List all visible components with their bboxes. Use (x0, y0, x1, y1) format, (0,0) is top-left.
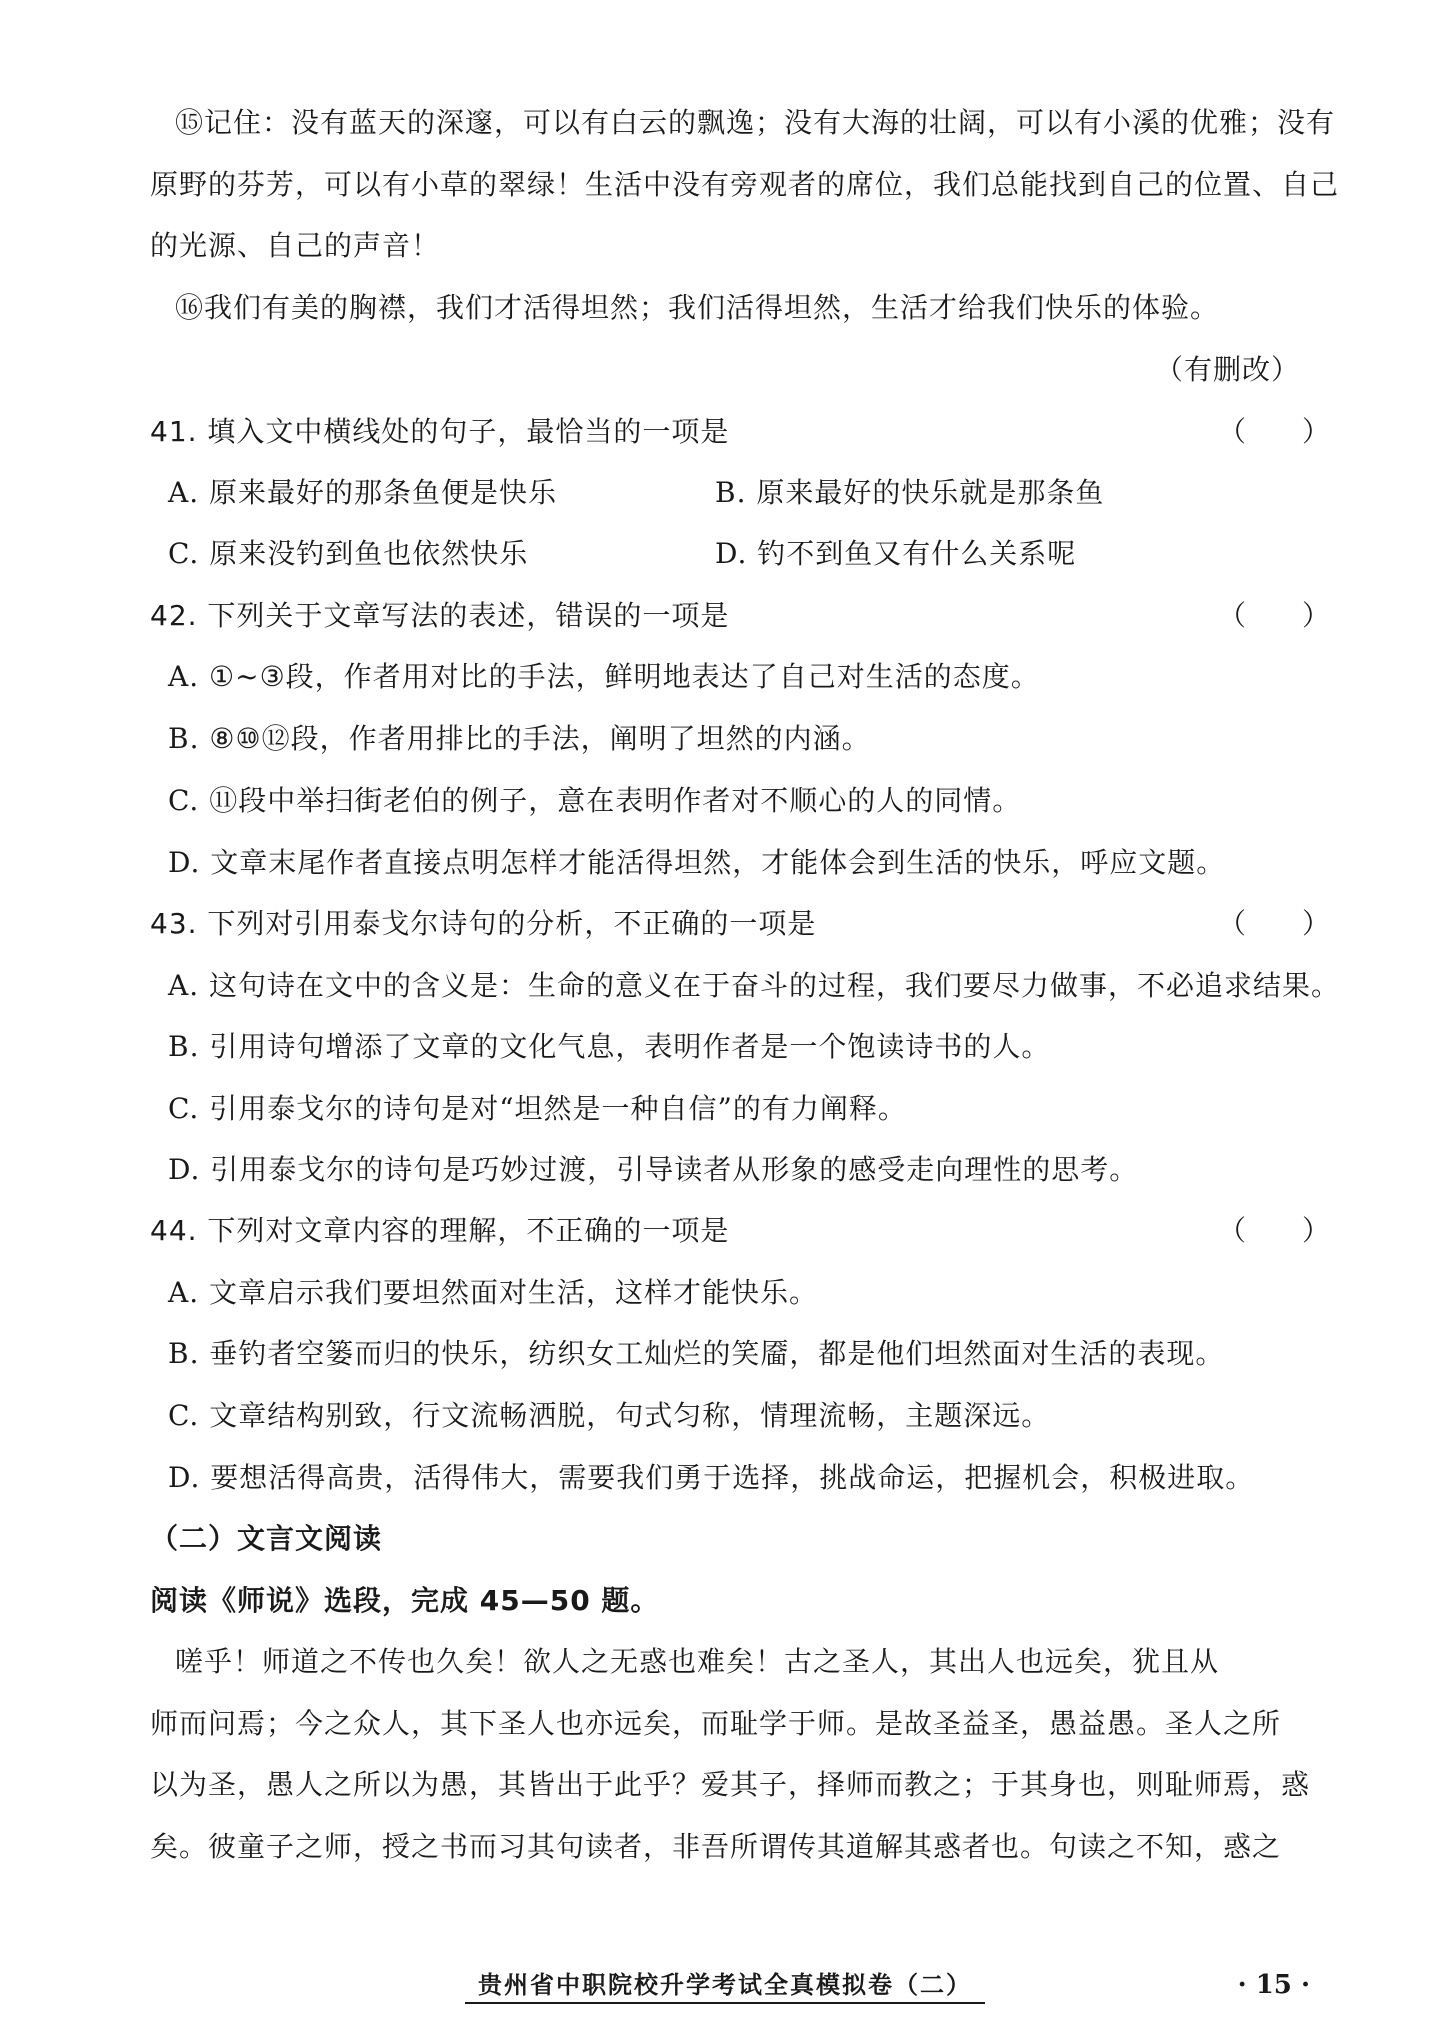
option-44-a[interactable]: A. 文章启示我们要坦然面对生活，这样才能快乐。 (168, 1276, 819, 1309)
classical-text-line: 以为圣，愚人之所以为愚，其皆出于此乎？爱其子，择师而教之；于其身也，则耻师焉，惑 (150, 1768, 1311, 1801)
option-43-b[interactable]: B. 引用诗句增添了文章的文化气息，表明作者是一个饱读诗书的人。 (168, 1030, 1051, 1063)
option-44-d[interactable]: D. 要想活得高贵，活得伟大，需要我们勇于选择，挑战命运，把握机会，积极进取。 (168, 1461, 1255, 1494)
classical-text-line: 矣。彼童子之师，授之书而习其句读者，非吾所谓传其道解其惑者也。句读之不知，惑之 (150, 1830, 1282, 1863)
question-43-stem: 43. 下列对引用泰戈尔诗句的分析，不正确的一项是 (150, 907, 817, 940)
section-instruction: 阅读《师说》选段，完成 45—50 题。 (150, 1584, 660, 1617)
option-43-d[interactable]: D. 引用泰戈尔的诗句是巧妙过渡，引导读者从形象的感受走向理性的思考。 (168, 1153, 1139, 1186)
answer-blank-44[interactable]: （ ） (1217, 1214, 1330, 1247)
option-44-c[interactable]: C. 文章结构别致，行文流畅洒脱，句式匀称，情理流畅，主题深远。 (168, 1399, 1051, 1432)
answer-blank-41[interactable]: （ ） (1217, 415, 1330, 448)
option-42-a[interactable]: A. ①~③段，作者用对比的手法，鲜明地表达了自己对生活的态度。 (168, 660, 1040, 693)
option-43-c[interactable]: C. 引用泰戈尔的诗句是对“坦然是一种自信”的有力阐释。 (168, 1092, 907, 1125)
passage-line: 原野的芬芳，可以有小草的翠绿！生活中没有旁观者的席位，我们总能找到自己的位置、自己 (150, 168, 1340, 201)
option-41-c[interactable]: C. 原来没钓到鱼也依然快乐 (168, 537, 529, 570)
option-42-d[interactable]: D. 文章末尾作者直接点明怎样才能活得坦然，才能体会到生活的快乐，呼应文题。 (168, 846, 1226, 879)
passage-line: 的光源、自己的声音！ (150, 229, 441, 262)
option-41-d[interactable]: D. 钓不到鱼又有什么关系呢 (715, 537, 1077, 570)
question-41-stem: 41. 填入文中横线处的句子，最恰当的一项是 (150, 415, 730, 448)
passage-line: ⑮记住：没有蓝天的深邃，可以有白云的飘逸；没有大海的壮阔，可以有小溪的优雅；没有 (175, 106, 1336, 139)
question-42-stem: 42. 下列关于文章写法的表述，错误的一项是 (150, 599, 730, 632)
option-41-b[interactable]: B. 原来最好的快乐就是那条鱼 (715, 476, 1105, 509)
classical-text-line: 嗟乎！师道之不传也久矣！欲人之无惑也难矣！古之圣人，其出人也远矣，犹且从 (175, 1645, 1220, 1678)
question-44-stem: 44. 下列对文章内容的理解，不正确的一项是 (150, 1214, 730, 1247)
answer-blank-43[interactable]: （ ） (1217, 907, 1330, 940)
option-43-a[interactable]: A. 这句诗在文中的含义是：生命的意义在于奋斗的过程，我们要尽力做事，不必追求结果。 (168, 969, 1341, 1002)
option-42-c[interactable]: C. ⑪段中举扫街老伯的例子，意在表明作者对不顺心的人的同情。 (168, 784, 1022, 817)
option-44-b[interactable]: B. 垂钓者空篓而归的快乐，纺织女工灿烂的笑靥，都是他们坦然面对生活的表现。 (168, 1337, 1225, 1370)
source-note: （有删改） (1154, 353, 1300, 386)
answer-blank-42[interactable]: （ ） (1217, 599, 1330, 632)
option-42-b[interactable]: B. ⑧⑩⑫段，作者用排比的手法，阐明了坦然的内涵。 (168, 722, 871, 755)
passage-line: ⑯我们有美的胸襟，我们才活得坦然；我们活得坦然，生活才给我们快乐的体验。 (175, 291, 1220, 324)
option-41-a[interactable]: A. 原来最好的那条鱼便是快乐 (168, 476, 558, 509)
section-title: （二）文言文阅读 (150, 1522, 383, 1555)
classical-text-line: 师而问焉；今之众人，其下圣人也亦远矣，而耻学于师。是故圣益圣，愚益愚。圣人之所 (150, 1707, 1282, 1740)
footer-title: 贵州省中职院校升学考试全真模拟卷（二） (465, 1968, 985, 2004)
page-number: · 15 · (1237, 1970, 1310, 2000)
